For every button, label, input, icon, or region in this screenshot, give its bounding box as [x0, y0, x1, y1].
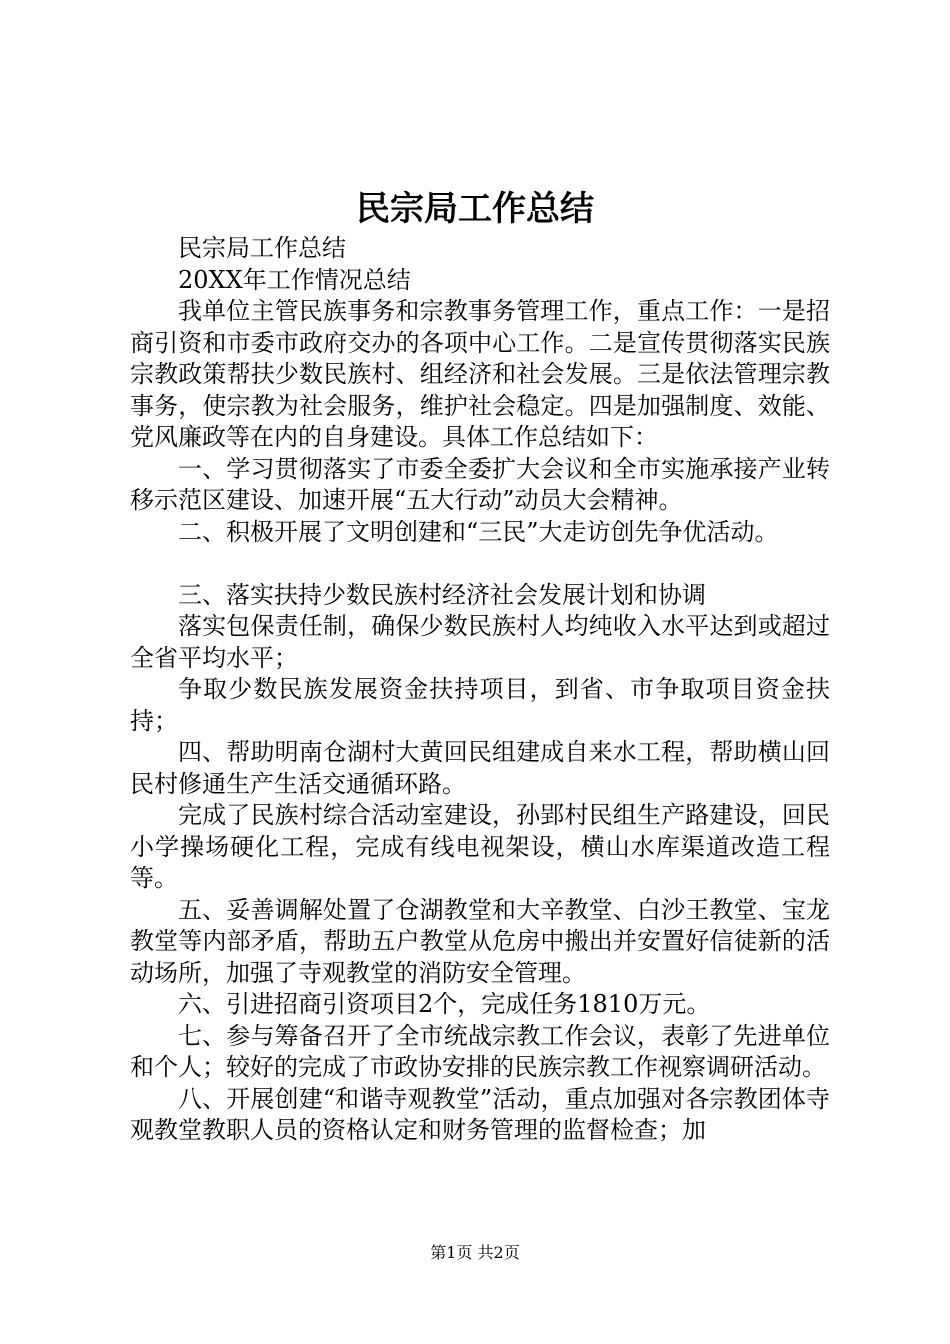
page-footer: 第1页 共2页: [430, 1243, 520, 1262]
paragraph: 二、积极开展了文明创建和“三民”大走访创先争优活动。: [178, 517, 779, 546]
blank-line: [130, 548, 830, 580]
paragraph: 八、开展创建“和谐寺观教堂”活动，重点加强对各宗教团体寺观教堂教职人员的资格认定和财务管理的监督检查；加: [130, 1084, 830, 1144]
document-body: [130, 233, 830, 1147]
paragraph: 四、帮助明南仓湖村大黄回民组建成自来水工程，帮助横山回民村修通生产生活交通循环路。: [130, 738, 830, 798]
paragraph: 20XX年工作情况总结: [178, 265, 411, 294]
paragraph: 完成了民族村综合活动室建设，孙郢村民组生产路建设，回民小学操场硬化工程，完成有线电视架设，横山水库渠道改造工程等。: [130, 801, 830, 892]
paragraph: 七、参与筹备召开了全市统战宗教工作会议，表彰了先进单位和个人；较好的完成了市政协安排的民族宗教工作视察调研活动。: [130, 1021, 830, 1081]
paragraph: 一、学习贯彻落实了市委全委扩大会议和全市实施承接产业转移示范区建设、加速开展“五大行动”动员大会精神。: [130, 454, 830, 514]
paragraph: 五、妥善调解处置了仓湖教堂和大辛教堂、白沙王教堂、宝龙教堂等内部矛盾，帮助五户教堂从危房中搬出并安置好信徒新的活动场所，加强了寺观教堂的消防安全管理。: [130, 895, 830, 987]
paragraph: 争取少数民族发展资金扶持项目，到省、市争取项目资金扶持；: [130, 675, 830, 735]
document-title: 民宗局工作总结: [356, 189, 594, 229]
paragraph: 落实包保责任制，确保少数民族村人均纯收入水平达到或超过全省平均水平；: [130, 612, 830, 672]
paragraph: 民宗局工作总结: [178, 234, 346, 262]
paragraph: 我单位主管民族事务和宗教事务管理工作，重点工作：一是招商引资和市委市政府交办的各项中心工作。二是宣传贯彻落实民族宗教政策帮扶少数民族村、组经济和社会发展。三是依法管理宗教事务，使宗教为社会服务，维护社会稳定。四是加强制度、效能、党风廉政等在内的自身建设。具体工作总结如下：: [130, 297, 830, 451]
paragraph: 六、引进招商引资项目2个，完成任务1810万元。: [178, 990, 711, 1018]
paragraph: 三、落实扶持少数民族村经济社会发展计划和协调: [178, 580, 706, 609]
